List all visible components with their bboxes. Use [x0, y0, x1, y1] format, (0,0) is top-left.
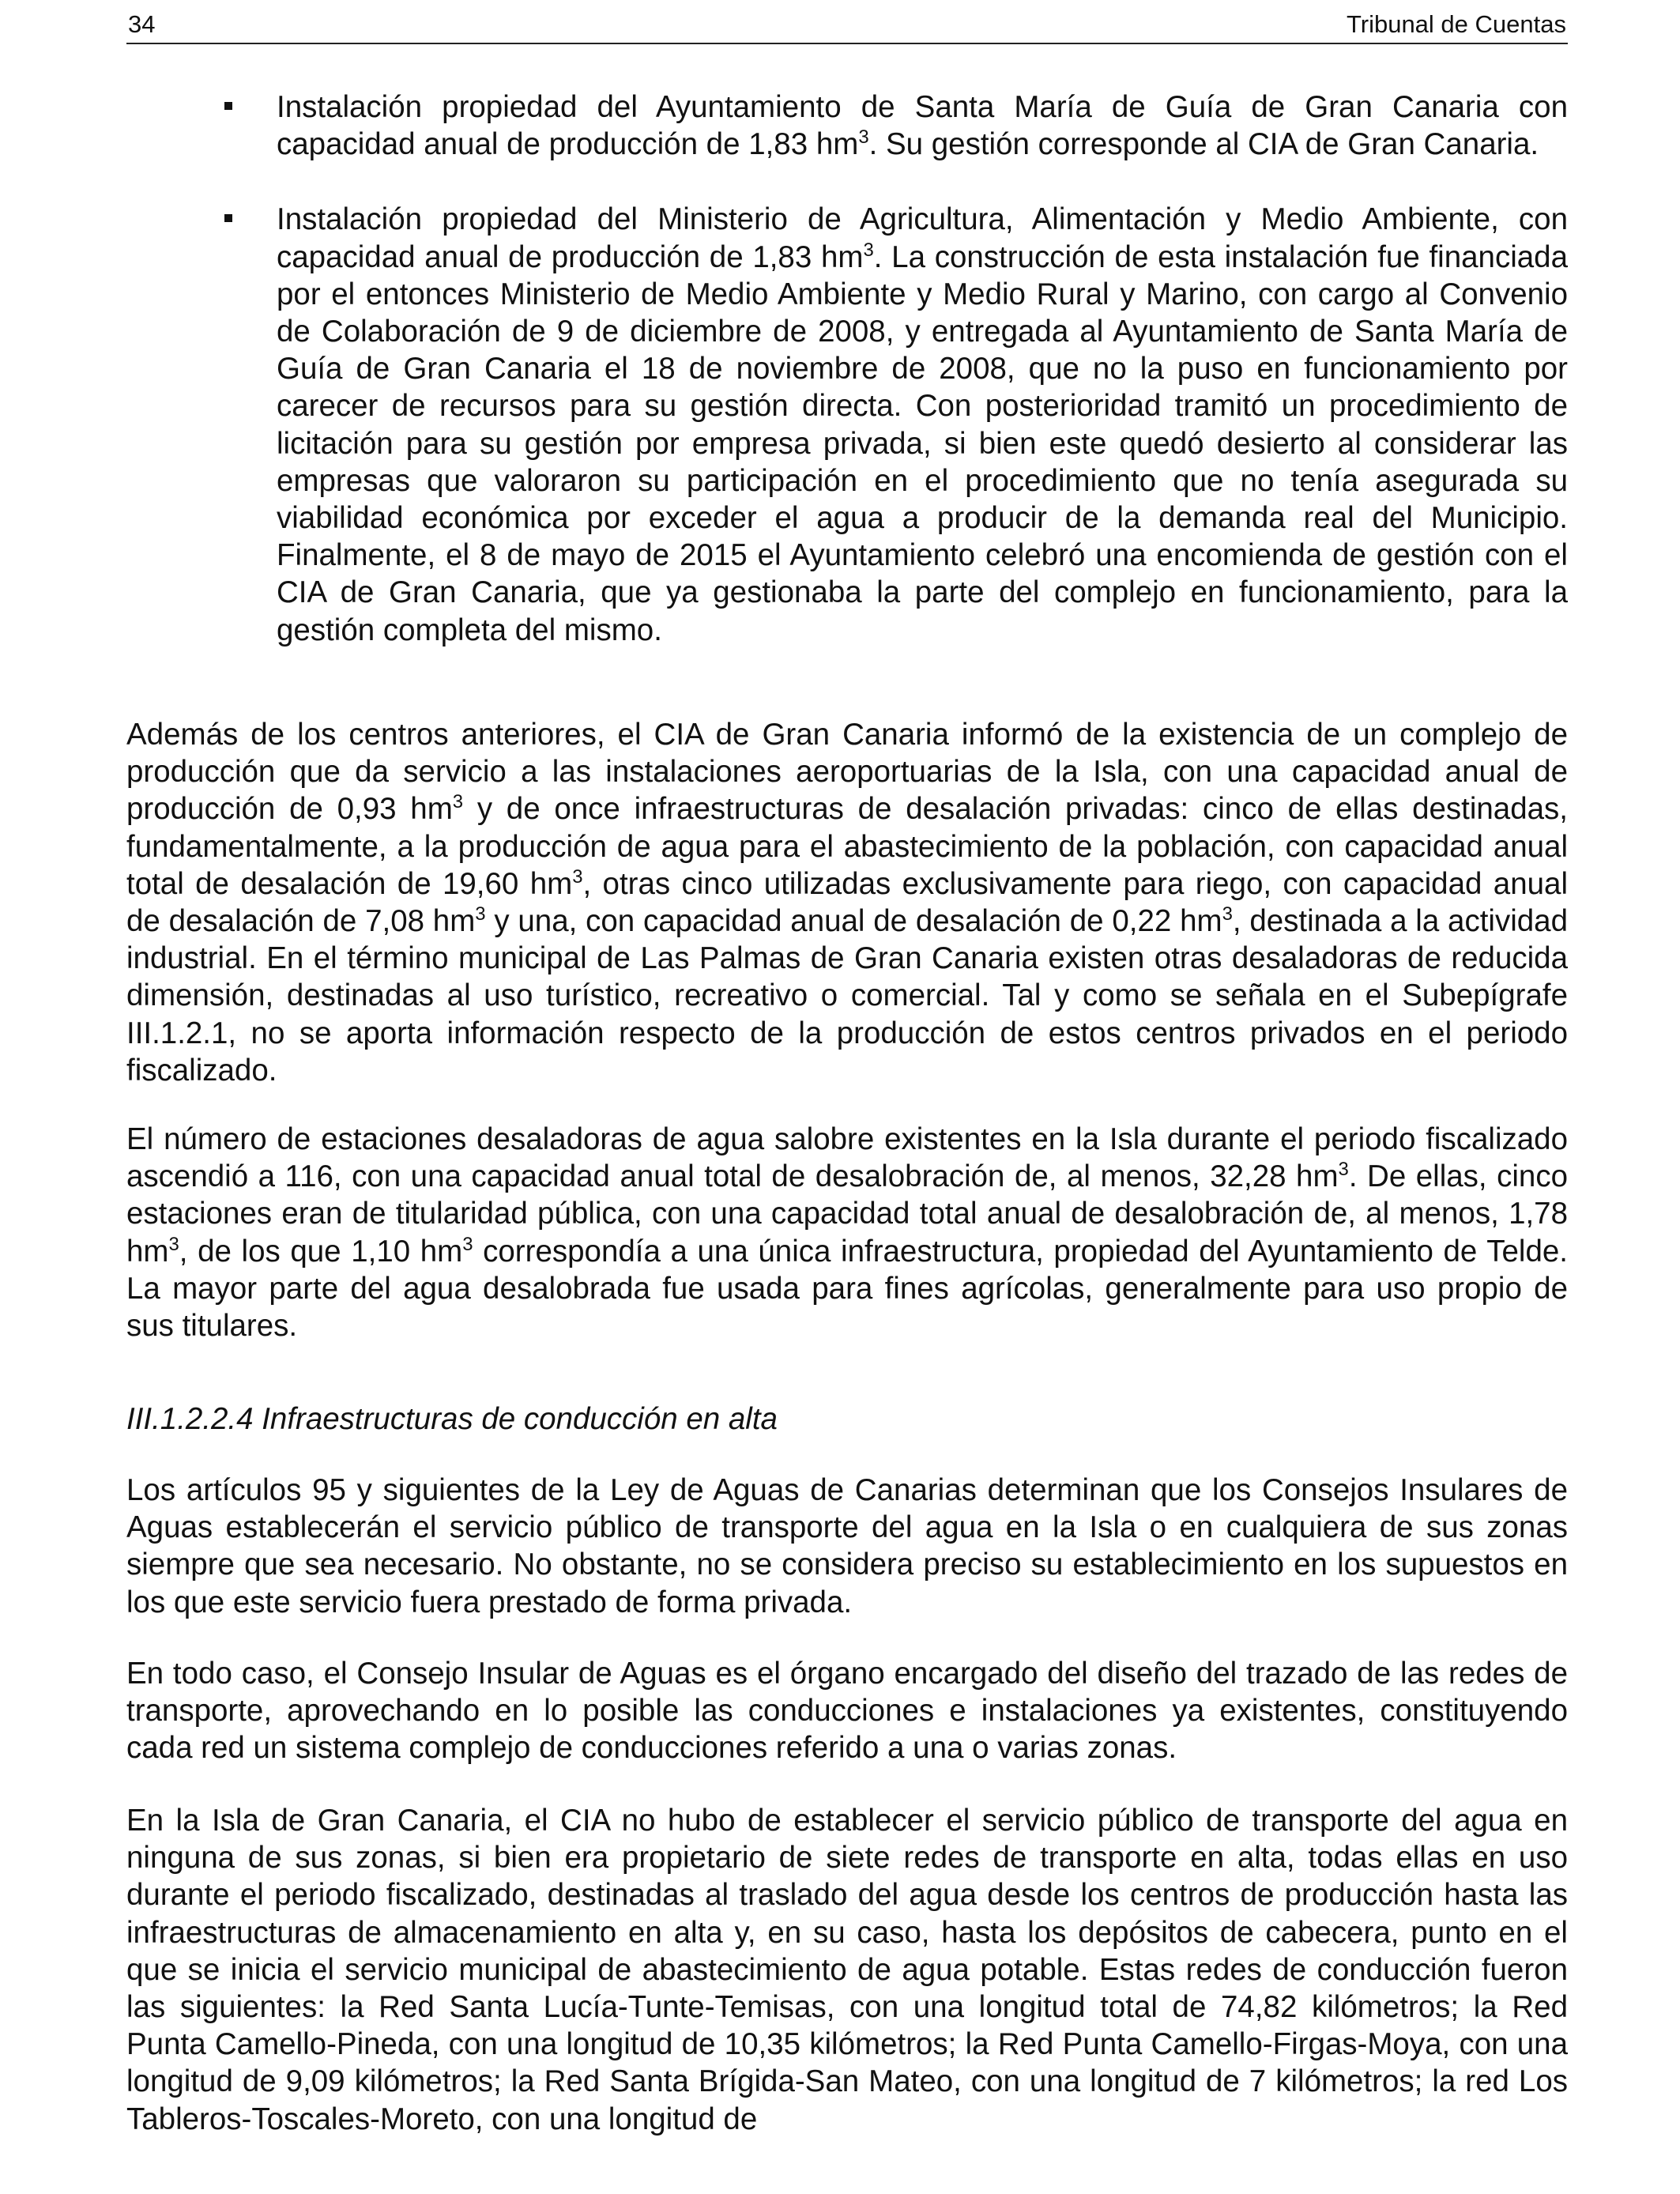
paragraph-water-law: Los artículos 95 y siguientes de la Ley de Aguas de Canarias determinan que los Consejos Insulares de Aguas establecerán el servicio público de transporte del agua en la Isla o en cualquiera de sus zonas siempre que sea necesario. No obstante, no se considera preciso su establecimiento en los supuestos en los que este servicio fuera prestado de forma privada. [126, 1473, 1568, 1619]
running-head: Tribunal de Cuentas [1346, 10, 1566, 38]
list-item [126, 201, 1568, 648]
paragraph-desalination-centres: Además de los centros anteriores, el CIA de Gran Canaria informó de la existencia de un complejo de producción que da servicio a las instalaciones aeroportuarias de la Isla, con una capacidad anual de producción de 0,93 $hm^3$ y de once infraestructuras de desalación privadas: cinco de ellas destinadas, fundamentalmente, a la producción de agua para el abastecimiento de la población, con capacidad anual total de desalación de 19,60 $hm^3$, otras cinco utilizadas exclusivamente para riego, con capacidad anual de desalación de 7,08 $hm^3$ y una, con capacidad anual de desalación de 0,22 $hm^3$, destinada a la actividad industrial. En el término municipal de Las Palmas de Gran Canaria existen otras desaladoras de reducida dimensión, destinadas al uso turístico, recreativo o comercial. Tal y como se señala en el Subepígrafe III.1.2.1, no se aporta información respecto de la producción de estos centros privados en el periodo fiscalizado. [126, 718, 1568, 1088]
bullet-text: Instalación propiedad del Ministerio de Agricultura, Alimentación y Medio Ambiente, con capacidad anual de producción de 1,83 $hm^3$. La construcción de esta instalación fue financiada por el entonces Ministerio de Medio Ambiente y Medio Rural y Marino, con cargo al Convenio de Colaboración de 9 de diciembre de 2008, y entregada al Ayuntamiento de Santa María de Guía de Gran Canaria el 18 de noviembre de 2008, que no la puso en funcionamiento por carecer de recursos para su gestión directa. Con posterioridad tramitó un procedimiento de licitación para su gestión por empresa privada, si bien este quedó desierto al considerar las empresas que valoraron su participación en el procedimiento que no tenía asegurada su viabilidad económica por exceder el agua a producir de la demanda real del Municipio. Finalmente, el 8 de mayo de 2015 el Ayuntamiento celebró una encomienda de gestión con el CIA de Gran Canaria, que ya gestionaba la parte del complejo en funcionamiento, para la gestión completa del mismo. [277, 202, 1568, 647]
bullet-list [126, 89, 1568, 649]
page-header [126, 6, 1568, 44]
list-item [126, 89, 1568, 163]
paragraph-insular-council: En todo caso, el Consejo Insular de Aguas es el órgano encargado del diseño del trazado de las redes de transporte, aprovechando en lo posible las conducciones e instalaciones ya existentes, constituyendo cada red un sistema complejo de conducciones referido a una o varias zonas. [126, 1657, 1568, 1766]
bullet-text: Instalación propiedad del Ayuntamiento de Santa María de Guía de Gran Canaria con capacidad anual de producción de 1,83 $hm^3$. Su gestión corresponde al CIA de Gran Canaria. [277, 90, 1568, 162]
section-heading: III.1.2.2.4 Infraestructuras de conducción en alta [126, 1402, 778, 1436]
square-bullet-icon [224, 214, 232, 222]
paragraph-brackish-water: El número de estaciones desaladoras de agua salobre existentes en la Isla durante el periodo fiscalizado ascendió a 116, con una capacidad anual total de desalobración de, al menos, 32,28 $hm^3$. De ellas, cinco estaciones eran de titularidad pública, con una capacidad total anual de desalobración de, al menos, 1,78 $hm^3$, de los que 1,10 $hm^3$ correspondía a una única infraestructura, propiedad del Ayuntamiento de Telde. La mayor parte del agua desalobrada fue usada para fines agrícolas, generalmente para uso propio de sus titulares. [126, 1122, 1568, 1344]
page-number: 34 [128, 10, 156, 38]
paragraph-transport-networks: En la Isla de Gran Canaria, el CIA no hubo de establecer el servicio público de transporte del agua en ninguna de sus zonas, si bien era propietario de siete redes de transporte en alta, todas ellas en uso durante el periodo fiscalizado, destinadas al traslado del agua desde los centros de producción hasta las infraestructuras de almacenamiento en alta y, en su caso, hasta los depósitos de cabecera, punto en el que se inicia el servicio municipal de abastecimiento de agua potable. Estas redes de conducción fueron las siguientes: la Red Santa Lucía-Tunte-Temisas, con una longitud total de 74,82 kilómetros; la Red Punta Camello-Pineda, con una longitud de 10,35 kilómetros; la Red Punta Camello-Firgas-Moya, con una longitud de 9,09 kilómetros; la Red Santa Brígida-San Mateo, con una longitud de 7 kilómetros; la red Los Tableros-Toscales-Moreto, con una longitud de [126, 1804, 1568, 2136]
square-bullet-icon [224, 102, 232, 110]
